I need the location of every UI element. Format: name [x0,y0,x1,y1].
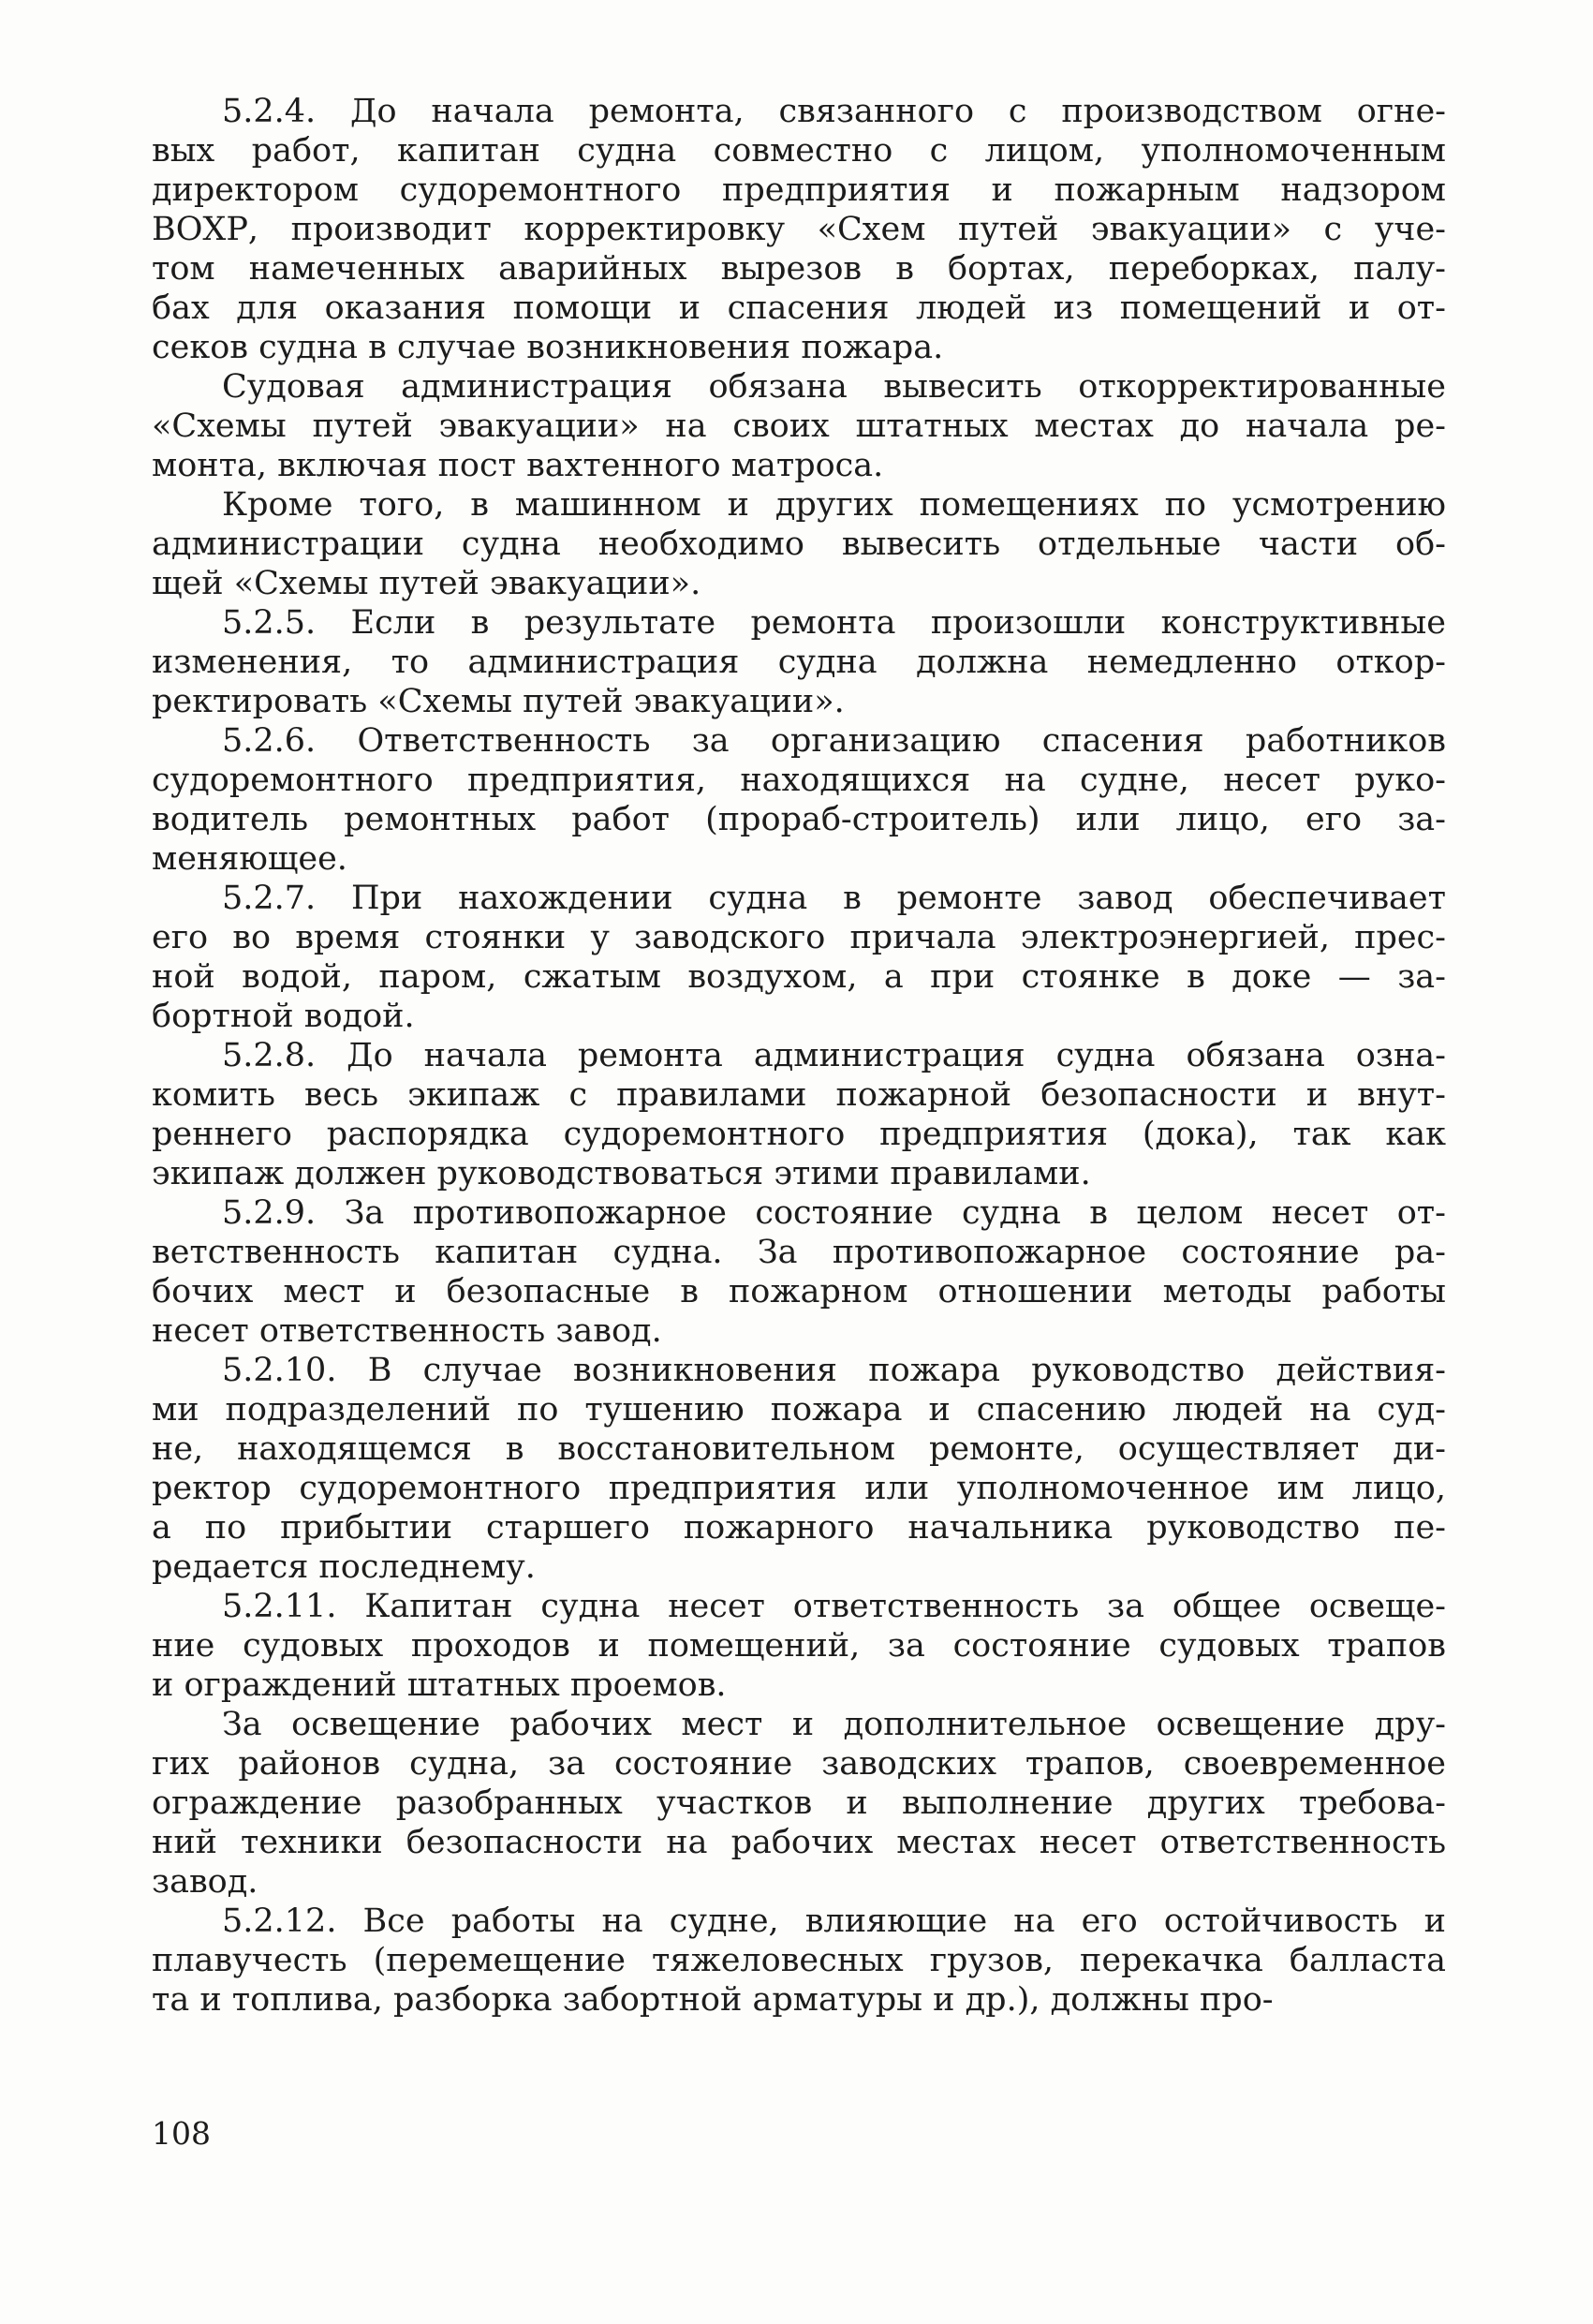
text-line: плавучесть (перемещение тяжеловесных грузов, перекачка балласта [152,1942,1446,1979]
text-line: ветственность капитан судна. За противопожарное состояние ра- [152,1234,1446,1271]
text-line: 5.2.4. До начала ремонта, связанного с производством огне- [222,93,1446,130]
paragraph [152,1587,1446,1705]
paragraph [152,1902,1446,2020]
paragraph [152,485,1446,603]
text-line: щей «Схемы путей эвакуации». [152,565,701,602]
paragraph [152,367,1446,485]
text-line: ний техники безопасности на рабочих местах несет ответственность [152,1824,1446,1861]
text-line: Судовая администрация обязана вывесить откорректированные [222,368,1446,406]
paragraph [152,721,1446,879]
text-line: том намеченных аварийных вырезов в бортах, переборках, палу- [152,250,1446,288]
text-line: бортной водой. [152,998,415,1035]
text-line: ограждение разобранных участков и выполнение других требова- [152,1784,1446,1822]
page-number: 108 [152,2115,211,2152]
text-line: ректировать «Схемы путей эвакуации». [152,683,845,720]
paragraph [152,603,1446,721]
paragraph [152,1036,1446,1193]
text-line: 5.2.11. Капитан судна несет ответственность за общее освеще- [222,1588,1446,1625]
paragraph [152,1705,1446,1902]
paragraph [152,92,1446,367]
text-line: монта, включая пост вахтенного матроса. [152,447,884,484]
text-line: его во время стоянки у заводского причала электроэнергией, прес- [152,919,1446,956]
text-line: 5.2.5. Если в результате ремонта произошли конструктивные [222,604,1446,642]
text-line: 5.2.8. До начала ремонта администрация судна обязана озна- [222,1037,1446,1074]
text-line: 5.2.6. Ответственность за организацию спасения работников [222,722,1446,760]
text-line: не, находящемся в восстановительном ремонте, осуществляет ди- [152,1430,1446,1468]
text-line: секов судна в случае возникновения пожара. [152,329,944,366]
text-line: администрации судна необходимо вывесить отдельные части об- [152,525,1446,563]
text-line: реннего распорядка судоремонтного предприятия (дока), так как [152,1116,1446,1153]
text-line: 5.2.7. При нахождении судна в ремонте завод обеспечивает [222,880,1446,917]
text-line: изменения, то администрация судна должна немедленно откор- [152,644,1446,681]
text-line: экипаж должен руководствоваться этими правилами. [152,1155,1091,1192]
text-line: меняющее. [152,840,347,878]
text-line: судоремонтного предприятия, находящихся на судне, несет руко- [152,762,1446,799]
text-line: редается последнему. [152,1548,536,1586]
text-line: несет ответственность завод. [152,1312,662,1350]
text-line: бах для оказания помощи и спасения людей из помещений и от- [152,289,1446,327]
text-line: 5.2.9. За противопожарное состояние судна в целом несет от- [222,1194,1446,1232]
text-line: ректор судоремонтного предприятия или уполномоченное им лицо, [152,1470,1446,1507]
text-line: ной водой, паром, сжатым воздухом, а при стоянке в доке — за- [152,958,1446,996]
paragraph [152,1193,1446,1351]
text-line: вых работ, капитан судна совместно с лицом, уполномоченным [152,132,1446,170]
text-line: 5.2.10. В случае возникновения пожара руководство действия- [222,1352,1446,1389]
text-line: «Схемы путей эвакуации» на своих штатных местах до начала ре- [152,407,1446,445]
text-line: ние судовых проходов и помещений, за состояние судовых трапов [152,1627,1446,1665]
paragraph [152,1351,1446,1587]
text-line: бочих мест и безопасные в пожарном отношении методы работы [152,1273,1446,1310]
text-line: и ограждений штатных проемов. [152,1666,727,1704]
text-line: директором судоремонтного предприятия и пожарным надзором [152,171,1446,209]
text-line: ВОХР, производит корректировку «Схем путей эвакуации» с уче- [152,211,1446,248]
text-line: та и топлива, разборка забортной арматуры и др.), должны про- [152,1981,1274,2019]
text-line: завод. [152,1863,258,1901]
text-line: гих районов судна, за состояние заводских трапов, своевременное [152,1745,1446,1783]
text-line: водитель ремонтных работ (прораб-строитель) или лицо, его за- [152,801,1446,838]
text-line: ми подразделений по тушению пожара и спасению людей на суд- [152,1391,1446,1428]
text-line: комить весь экипаж с правилами пожарной безопасности и внут- [152,1076,1446,1114]
paragraph [152,879,1446,1036]
text-line: За освещение рабочих мест и дополнительное освещение дру- [222,1706,1446,1743]
text-line: Кроме того, в машинном и других помещениях по усмотрению [222,486,1446,524]
text-line: а по прибытии старшего пожарного начальника руководство пе- [152,1509,1446,1547]
text-line: 5.2.12. Все работы на судне, влияющие на его остойчивость и [222,1902,1446,1940]
body-text [152,92,1446,2020]
